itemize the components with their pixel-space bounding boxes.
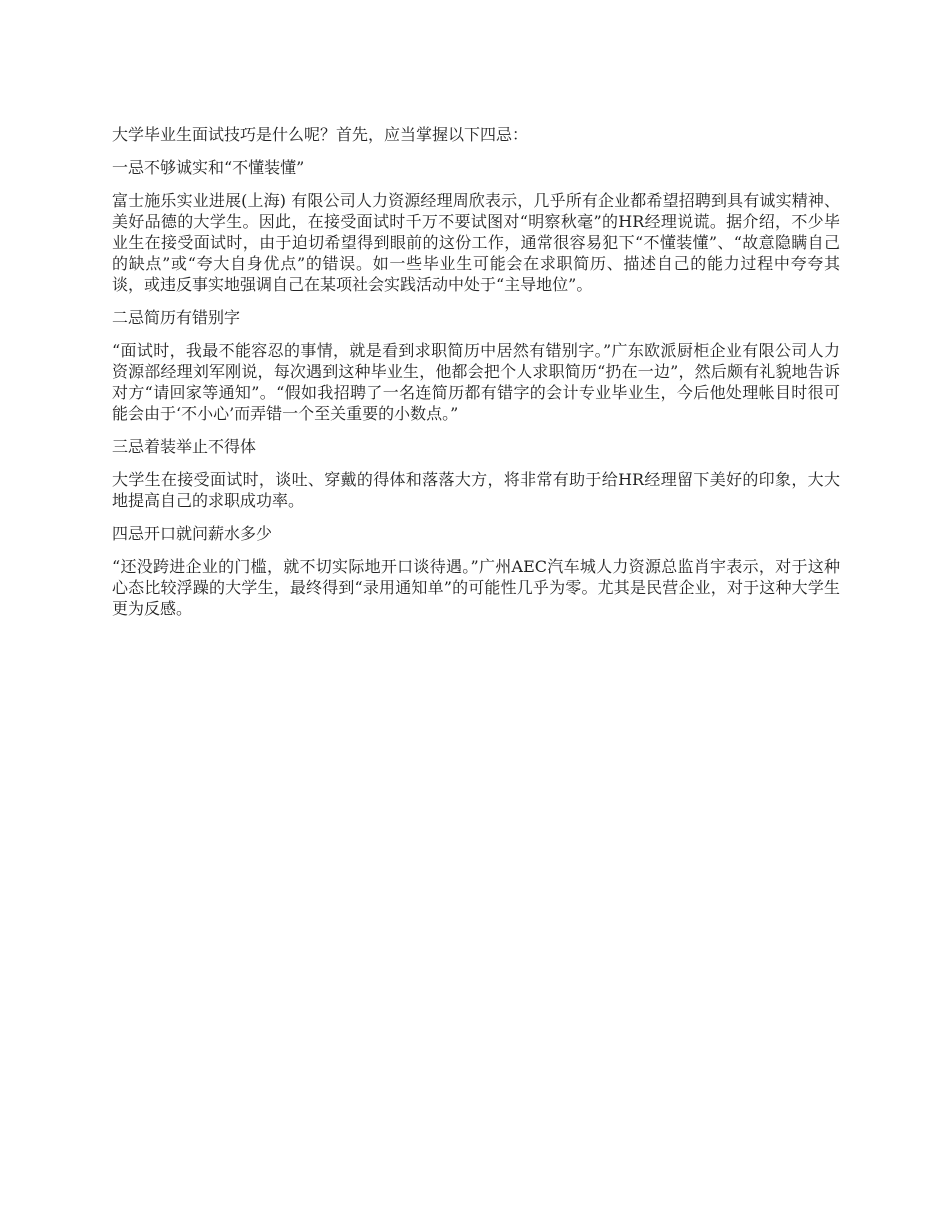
section-3-body: 大学生在接受面试时，谈吐、穿戴的得体和落落大方，将非常有助于给HR经理留下美好的印象，大大地提高自己的求职成功率。 [112,470,840,510]
section-1-body: 富士施乐实业进展(上海) 有限公司人力资源经理周欣表示，几乎所有企业都希望招聘到具有诚实精神、美好品德的大学生。因此，在接受面试时千万不要试图对“明察秋毫”的HR经理说谎。据介绍，不少毕业生在接受面试时，由于迫切希望得到眼前的这份工作，通常很容易犯下“不懂装懂”、“故意隐瞒自己的缺点”或“夸大自身优点”的错误。如一些毕业生可能会在求职简历、描述自己的能力过程中夸夸其谈，或违反事实地强调自己在某项社会实践活动中处于“主导地位”。 [112,191,840,294]
section-2-heading: 二忌简历有错别字 [112,308,241,327]
section-1-heading: 一忌不够诚实和“不懂装懂” [112,158,305,177]
section-4-heading: 四忌开口就问薪水多少 [112,524,273,543]
section-4-body: “还没跨进企业的门槛，就不切实际地开口谈待遇。”广州AEC汽车城人力资源总监肖宇表示，对于这种心态比较浮躁的大学生，最终得到“录用通知单”的可能性几乎为零。尤其是民营企业，对于这种大学生更为反感。 [112,557,840,618]
section-3-heading: 三忌着装举止不得体 [112,437,257,456]
document-page [112,124,840,631]
section-2-body: “面试时，我最不能容忍的事情，就是看到求职简历中居然有错别字。”广东欧派厨柜企业有限公司人力资源部经理刘军刚说，每次遇到这种毕业生，他都会把个人求职简历“扔在一边”，然后颇有礼貌地告诉对方“请回家等通知”。“假如我招聘了一名连简历都有错字的会计专业毕业生，今后他处理帐目时很可能会由于‘不小心’而弄错一个至关重要的小数点。” [112,341,840,423]
intro-paragraph: 大学毕业生面试技巧是什么呢？首先，应当掌握以下四忌： [112,125,529,144]
